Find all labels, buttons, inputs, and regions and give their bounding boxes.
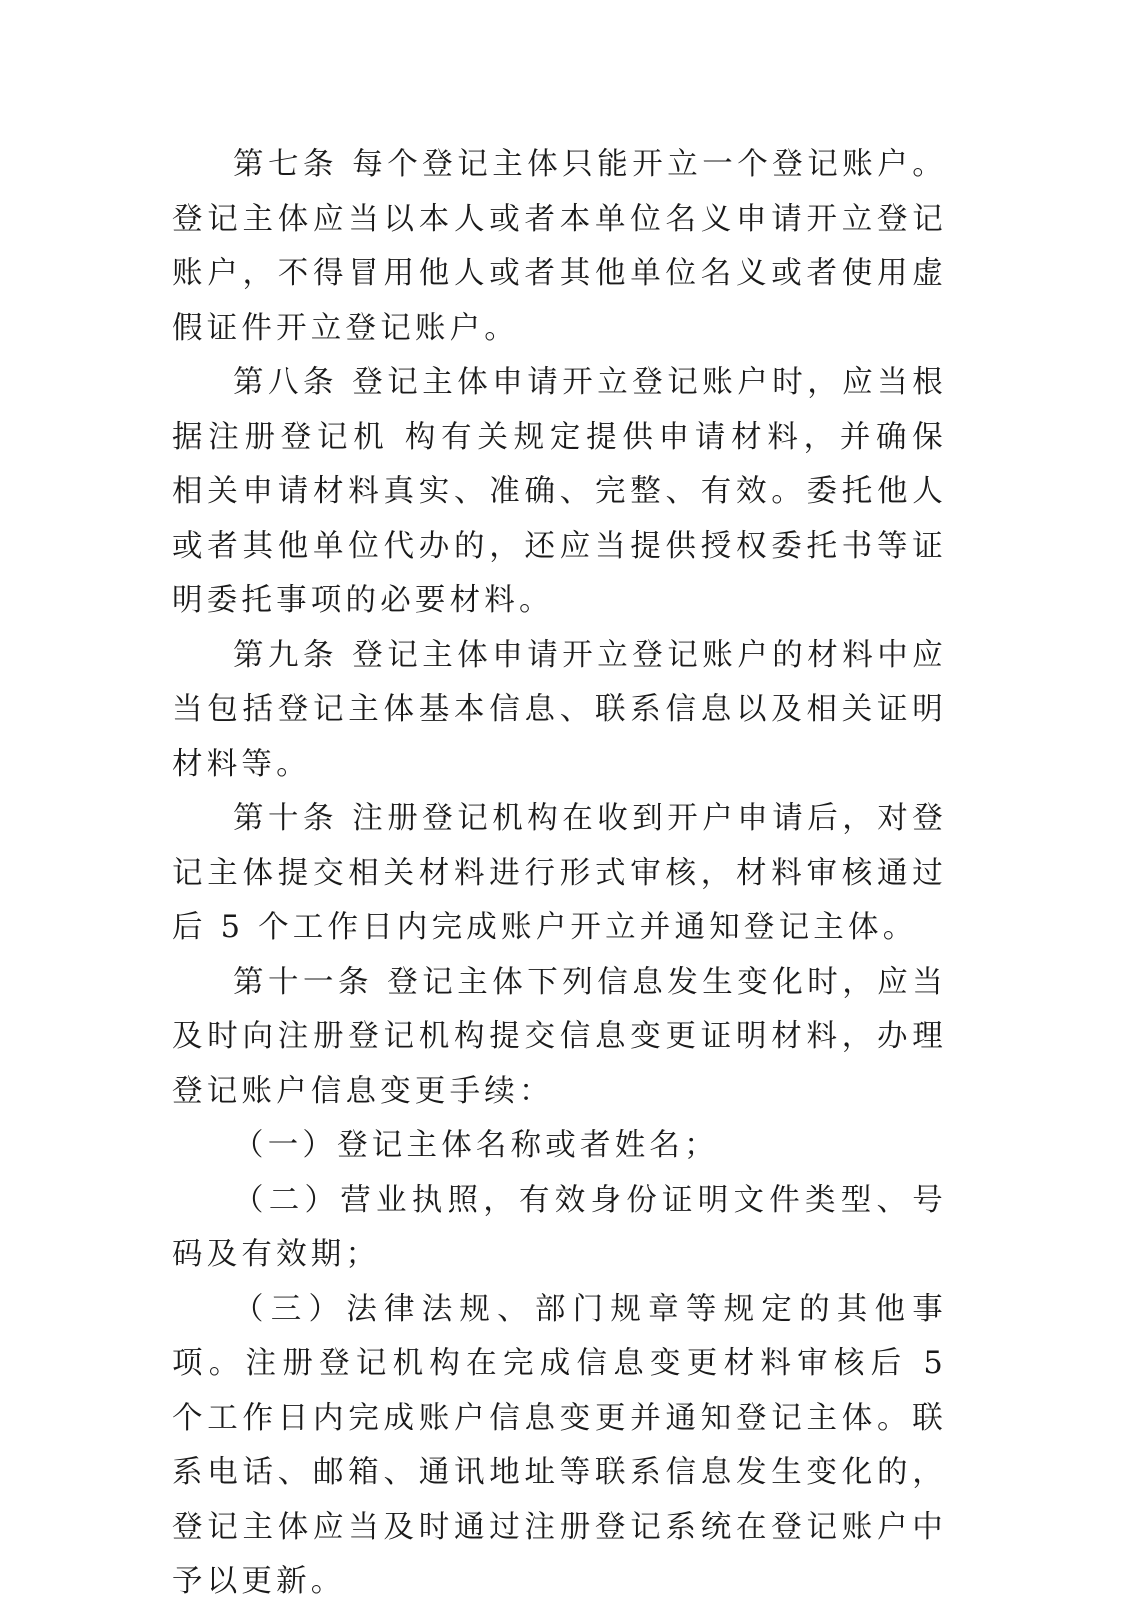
article-11-item-2: （二）营业执照，有效身份证明文件类型、号码及有效期；	[172, 1182, 947, 1272]
article-9-paragraph: 第九条 登记主体申请开立登记账户的材料中应当包括登记主体基本信息、联系信息以及相关证明材料等。	[172, 637, 947, 782]
document-body	[172, 138, 947, 1610]
article-10-paragraph: 第十条 注册登记机构在收到开户申请后，对登记主体提交相关材料进行形式审核，材料审核通过后 5 个工作日内完成账户开立并通知登记主体。	[172, 801, 947, 945]
article-7-paragraph: 第七条 每个登记主体只能开立一个登记账户。登记主体应当以本人或者本单位名义申请开立登记账户，不得冒用他人或者其他单位名义或者使用虚假证件开立登记账户。	[172, 147, 947, 346]
article-11-item-3: （三）法律法规、部门规章等规定的其他事项。注册登记机构在完成信息变更材料审核后 5 个工作日内完成账户信息变更并通知登记主体。联系电话、邮箱、通讯地址等联系信息发生变化的，登记主体应当及时通过注册登记系统在登记账户中予以更新。	[172, 1291, 947, 1599]
article-8-paragraph: 第八条 登记主体申请开立登记账户时，应当根据注册登记机 构有关规定提供申请材料，并确保相关申请材料真实、准确、完整、有效。委托他人或者其他单位代办的，还应当提供授权委托书等证明委托事项的必要材料。	[172, 365, 947, 618]
article-11-item-1: （一）登记主体名称或者姓名；	[233, 1128, 719, 1163]
article-11-paragraph: 第十一条 登记主体下列信息发生变化时，应当及时向注册登记机构提交信息变更证明材料，办理登记账户信息变更手续：	[172, 964, 947, 1109]
